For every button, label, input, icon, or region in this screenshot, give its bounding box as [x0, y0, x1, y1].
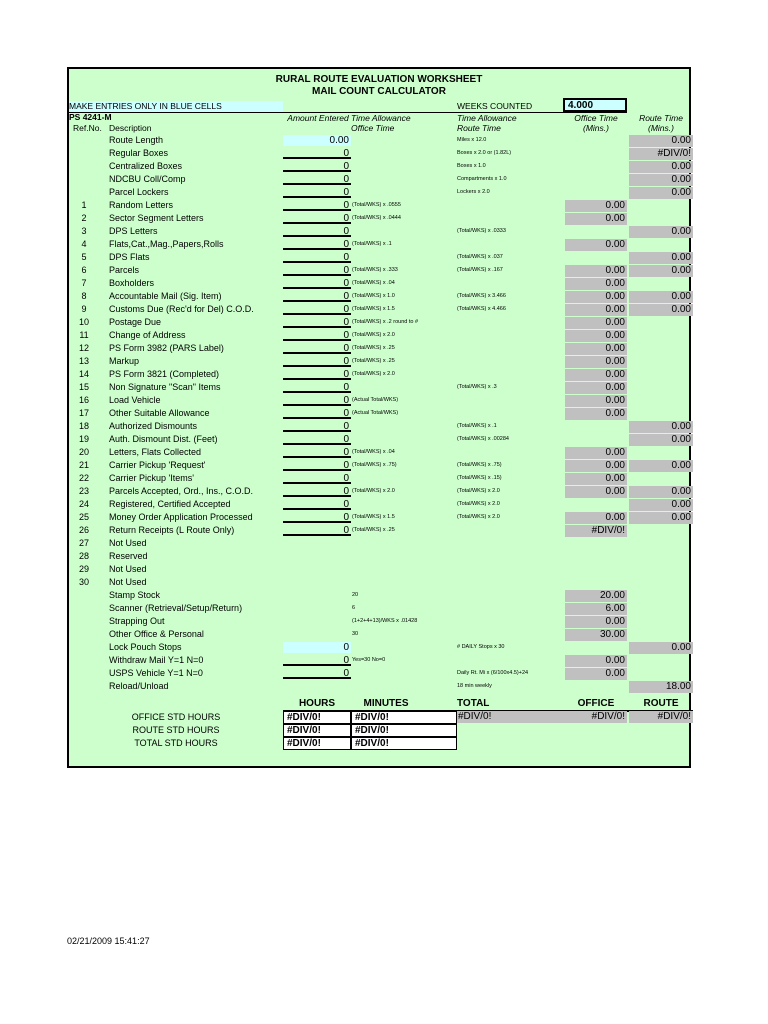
route-time-allowance: (Total/WKS) x .75): [457, 462, 502, 468]
office-time-value: 0.00: [565, 460, 627, 472]
amount-entered-input[interactable]: 0: [283, 499, 351, 510]
worksheet-subtitle: MAIL COUNT CALCULATOR: [312, 86, 446, 97]
route-time-value: 0.00: [629, 486, 693, 498]
route-std-minutes: #DIV/0!: [351, 724, 457, 737]
amount-entered-input[interactable]: 0: [283, 655, 351, 666]
office-time-value: 0.00: [565, 512, 627, 524]
row-description: Parcels: [109, 265, 140, 275]
office-time-allowance: (Actual Total/WKS): [352, 397, 399, 403]
office-time-value: 0.00: [565, 395, 627, 407]
route-time-value: 0.00: [629, 291, 693, 303]
row-ref: 8: [81, 291, 87, 301]
row-description: Reserved: [109, 551, 148, 561]
office-time-value: 0.00: [565, 343, 627, 355]
route-time-allowance: Boxes x 1.0: [457, 163, 486, 169]
office-time-value: 0.00: [565, 356, 627, 368]
row-description: Auth. Dismount Dist. (Feet): [109, 434, 218, 444]
row-description: Sector Segment Letters: [109, 213, 204, 223]
row-description: Accountable Mail (Sig. Item): [109, 291, 222, 301]
office-time-allowance: (Total/WKS) x .25: [352, 527, 395, 533]
route-time-allowance: Miles x 12.0: [457, 137, 487, 143]
row-description: Change of Address: [109, 330, 186, 340]
route-total-value: #DIV/0!: [629, 711, 693, 723]
amount-entered-input[interactable]: 0: [283, 382, 351, 393]
amount-entered-input[interactable]: 0: [283, 291, 351, 302]
row-ref: 9: [81, 304, 87, 314]
route-time-allowance: (Total/WKS) x .167: [457, 267, 503, 273]
office-time-value: 0.00: [565, 278, 627, 290]
row-ref: 19: [78, 434, 89, 444]
office-time-allowance: (Total/WKS) x .333: [352, 267, 398, 273]
office-time-value: #DIV/0!: [565, 525, 627, 537]
col-ta-office-header: Time Allowance Office Time: [351, 113, 411, 133]
row-ref: 29: [78, 564, 89, 574]
route-time-value: 0.00: [629, 174, 693, 186]
office-time-value: 0.00: [565, 369, 627, 381]
row-ref: 10: [78, 317, 89, 327]
amount-entered-input[interactable]: 0: [283, 642, 351, 653]
row-ref: 20: [78, 447, 89, 457]
office-time-allowance: (Total/WKS) x 2.0: [352, 371, 395, 377]
route-time-value: 0.00: [629, 187, 693, 199]
print-timestamp: 02/21/2009 15:41:27: [67, 936, 150, 946]
amount-entered-input[interactable]: 0.00: [283, 135, 351, 146]
amount-entered-input[interactable]: 0: [283, 356, 351, 367]
row-description: Load Vehicle: [109, 395, 161, 405]
row-ref: 17: [78, 408, 89, 418]
route-time-allowance: (Total/WKS) x 3.466: [457, 293, 506, 299]
office-time-value: 0.00: [565, 668, 627, 680]
office-time-allowance: (Total/WKS) x .0444: [352, 215, 401, 221]
row-description: NDCBU Coll/Comp: [109, 174, 186, 184]
office-time-allowance: (1+2+4+13)/WKS x .01428: [352, 618, 418, 624]
row-description: Strapping Out: [109, 616, 165, 626]
row-description: DPS Flats: [109, 252, 150, 262]
row-description: Letters, Flats Collected: [109, 447, 202, 457]
row-description: Not Used: [109, 577, 147, 587]
row-description: Parcel Lockers: [109, 187, 169, 197]
office-std-hours: #DIV/0!: [283, 711, 351, 724]
col-route-time-header: Route Time (Mins.): [639, 113, 683, 133]
amount-entered-input[interactable]: 0: [283, 408, 351, 419]
amount-entered-input[interactable]: 0: [283, 486, 351, 497]
office-time-allowance: (Total/WKS) x 2.0: [352, 488, 395, 494]
office-time-value: 30.00: [565, 629, 627, 641]
office-time-value: 0.00: [565, 239, 627, 251]
route-time-allowance: (Total/WKS) x .15): [457, 475, 502, 481]
route-time-value: 0.00: [629, 499, 693, 511]
row-ref: 12: [78, 343, 89, 353]
office-time-value: 0.00: [565, 304, 627, 316]
route-time-value: 0.00: [629, 304, 693, 316]
route-time-value: 0.00: [629, 265, 693, 277]
amount-entered-input[interactable]: 0: [283, 343, 351, 354]
row-ref: 26: [78, 525, 89, 535]
amount-entered-input[interactable]: 0: [283, 265, 351, 276]
amount-entered-input[interactable]: 0: [283, 460, 351, 471]
row-ref: 18: [78, 421, 89, 431]
row-ref: 11: [79, 330, 89, 340]
route-time-value: 0.00: [629, 161, 693, 173]
office-time-allowance: (Total/WKS) x 1.0: [352, 293, 395, 299]
office-time-allowance: (Total/WKS) x .2 round to #: [352, 319, 419, 325]
amount-entered-input[interactable]: 0: [283, 200, 351, 211]
route-time-value: 0.00: [629, 460, 693, 472]
row-description: Flats,Cat.,Mag.,Papers,Rolls: [109, 239, 224, 249]
row-description: Not Used: [109, 564, 147, 574]
route-time-value: 0.00: [629, 512, 693, 524]
row-ref: 21: [78, 460, 89, 470]
route-time-allowance: Boxes x 2.0 or (1.82L): [457, 150, 512, 156]
route-time-allowance: (Total/WKS) x 4.466: [457, 306, 506, 312]
amount-entered-input[interactable]: 0: [283, 317, 351, 328]
route-time-value: 0.00: [629, 434, 693, 446]
row-description: Parcels Accepted, Ord., Ins., C.O.D.: [109, 486, 254, 496]
amount-entered-input[interactable]: 0: [283, 174, 351, 185]
row-ref: 2: [81, 213, 87, 223]
office-time-allowance: (Total/WKS) x .04: [352, 449, 395, 455]
office-time-allowance: 6: [352, 605, 356, 611]
row-description: Centralized Boxes: [109, 161, 183, 171]
row-ref: 3: [81, 226, 87, 236]
amount-entered-input[interactable]: 0: [283, 473, 351, 484]
col-ref-header: Ref.No.: [73, 123, 102, 133]
office-time-value: 0.00: [565, 616, 627, 628]
route-time-allowance: Lockers x 2.0: [457, 189, 490, 195]
row-ref: 5: [81, 252, 87, 262]
office-time-allowance: (Total/WKS) x 1.5: [352, 514, 395, 520]
amount-entered-input[interactable]: 0: [283, 421, 351, 432]
row-description: Registered, Certified Accepted: [109, 499, 231, 509]
form-number: PS 4241-M: [69, 112, 112, 122]
office-header: OFFICE: [577, 698, 615, 709]
office-time-allowance: 20: [352, 592, 359, 598]
office-time-allowance: (Total/WKS) x .04: [352, 280, 395, 286]
office-time-value: 0.00: [565, 200, 627, 212]
route-time-allowance: Compartments x 1.0: [457, 176, 507, 182]
row-description: Customs Due (Rec'd for Del) C.O.D.: [109, 304, 254, 314]
route-time-allowance: (Total/WKS) x .1: [457, 423, 497, 429]
row-ref: 23: [78, 486, 89, 496]
total-header: TOTAL: [457, 698, 490, 709]
row-ref: 13: [78, 356, 89, 366]
col-amount-header: Amount Entered: [287, 113, 349, 123]
row-description: Carrier Pickup 'Request': [109, 460, 206, 470]
amount-entered-input[interactable]: 0: [283, 213, 351, 224]
office-time-allowance: Yes=30 No=0: [352, 657, 386, 663]
row-ref: 7: [81, 278, 87, 288]
amount-entered-input[interactable]: 0: [283, 525, 351, 536]
route-std-hours: #DIV/0!: [283, 724, 351, 737]
row-ref: 6: [81, 265, 87, 275]
route-time-allowance: (Total/WKS) x .3: [457, 384, 497, 390]
row-ref: 28: [78, 551, 89, 561]
row-description: DPS Letters: [109, 226, 158, 236]
row-description: Scanner (Retrieval/Setup/Return): [109, 603, 243, 613]
amount-entered-input[interactable]: 0: [283, 161, 351, 172]
row-ref: 25: [78, 512, 89, 522]
row-ref: 16: [78, 395, 89, 405]
row-description: Stamp Stock: [109, 590, 161, 600]
office-time-value: 0.00: [565, 265, 627, 277]
amount-entered-input[interactable]: 0: [283, 395, 351, 406]
office-std-minutes: #DIV/0!: [351, 711, 457, 724]
route-time-value: #DIV/0!: [629, 148, 693, 160]
route-std-hours-label: ROUTE STD HOURS: [132, 725, 220, 735]
route-time-allowance: (Total/WKS) x .037: [457, 254, 503, 260]
total-value: #DIV/0!: [457, 711, 565, 723]
row-ref: 1: [81, 200, 87, 210]
office-time-allowance: (Total/WKS) x .0555: [352, 202, 401, 208]
amount-entered-input[interactable]: 0: [283, 434, 351, 445]
row-description: Non Signature "Scan" Items: [109, 382, 221, 392]
row-description: Authorized Dismounts: [109, 421, 198, 431]
worksheet-title: RURAL ROUTE EVALUATION WORKSHEET: [275, 74, 483, 85]
office-std-hours-label: OFFICE STD HOURS: [131, 712, 221, 722]
row-description: Withdraw Mail Y=1 N=0: [109, 655, 204, 665]
office-time-allowance: (Actual Total/WKS): [352, 410, 399, 416]
col-ta-route-header: Time Allowance Route Time: [457, 113, 517, 133]
office-time-allowance: (Total/WKS) x .25: [352, 345, 395, 351]
amount-entered-input[interactable]: 0: [283, 226, 351, 237]
row-description: Markup: [109, 356, 140, 366]
office-time-value: 0.00: [565, 317, 627, 329]
row-ref: 15: [78, 382, 89, 392]
route-time-allowance: (Total/WKS) x .0333: [457, 228, 506, 234]
total-std-hours: #DIV/0!: [283, 737, 351, 750]
route-time-allowance: (Total/WKS) x 2.0: [457, 514, 500, 520]
route-time-allowance: Daily Rt. Mi x (6/100x4.5)+24: [457, 670, 529, 676]
route-time-value: 0.00: [629, 135, 693, 147]
amount-entered-input[interactable]: 0: [283, 252, 351, 263]
amount-entered-input[interactable]: 0: [283, 278, 351, 289]
row-ref: 30: [78, 577, 89, 587]
make-entries-note: MAKE ENTRIES ONLY IN BLUE CELLS: [69, 101, 283, 112]
office-time-value: 20.00: [565, 590, 627, 602]
amount-entered-input[interactable]: 0: [283, 668, 351, 679]
office-time-value: 6.00: [565, 603, 627, 615]
route-time-allowance: # DAILY Stops x 30: [457, 644, 505, 650]
route-time-value: 0.00: [629, 226, 693, 238]
row-description: Route Length: [109, 135, 164, 145]
office-time-value: 0.00: [565, 486, 627, 498]
office-time-value: 0.00: [565, 382, 627, 394]
row-description: PS Form 3982 (PARS Label): [109, 343, 224, 353]
route-time-value: 0.00: [629, 642, 693, 654]
amount-entered-input[interactable]: 0: [283, 330, 351, 341]
row-description: Random Letters: [109, 200, 174, 210]
office-time-allowance: (Total/WKS) x 1.5: [352, 306, 395, 312]
office-time-value: 0.00: [565, 291, 627, 303]
amount-entered-input[interactable]: 0: [283, 512, 351, 523]
office-time-value: 0.00: [565, 447, 627, 459]
amount-entered-input[interactable]: 0: [283, 148, 351, 159]
weeks-counted-input[interactable]: 4.000: [563, 98, 627, 112]
row-description: Return Receipts (L Route Only): [109, 525, 235, 535]
office-time-value: 0.00: [565, 213, 627, 225]
office-time-value: 0.00: [565, 330, 627, 342]
office-time-allowance: 30: [352, 631, 359, 637]
total-std-hours-label: TOTAL STD HOURS: [134, 738, 218, 748]
hours-header: HOURS: [298, 698, 336, 709]
route-time-value: 0.00: [629, 421, 693, 433]
row-description: PS Form 3821 (Completed): [109, 369, 220, 379]
amount-entered-input[interactable]: 0: [283, 304, 351, 315]
route-time-allowance: 18 min weekly: [457, 683, 492, 689]
office-time-value: 0.00: [565, 655, 627, 667]
route-time-allowance: (Total/WKS) x .00284: [457, 436, 509, 442]
row-description: Other Suitable Allowance: [109, 408, 210, 418]
row-description: Other Office & Personal: [109, 629, 204, 639]
amount-entered-input[interactable]: 0: [283, 187, 351, 198]
total-std-minutes: #DIV/0!: [351, 737, 457, 750]
office-time-allowance: (Total/WKS) x .75): [352, 462, 397, 468]
row-description: Postage Due: [109, 317, 162, 327]
office-total-value: #DIV/0!: [565, 711, 627, 723]
row-ref: 14: [78, 369, 89, 379]
office-time-value: 0.00: [565, 473, 627, 485]
route-header: ROUTE: [643, 698, 679, 709]
route-time-allowance: (Total/WKS) x 2.0: [457, 488, 500, 494]
route-time-value: 0.00: [629, 252, 693, 264]
amount-entered-input[interactable]: 0: [283, 447, 351, 458]
weeks-counted-label: WEEKS COUNTED: [457, 101, 533, 111]
row-ref: 27: [78, 538, 89, 548]
office-time-allowance: (Total/WKS) x 2.0: [352, 332, 395, 338]
worksheet: [67, 67, 691, 768]
office-time-allowance: (Total/WKS) x .1: [352, 241, 392, 247]
minutes-header: MINUTES: [363, 698, 409, 709]
row-ref: 24: [78, 499, 89, 509]
row-description: Regular Boxes: [109, 148, 169, 158]
row-description: Not Used: [109, 538, 147, 548]
route-time-allowance: (Total/WKS) x 2.0: [457, 501, 500, 507]
row-description: Boxholders: [109, 278, 155, 288]
amount-entered-input[interactable]: 0: [283, 239, 351, 250]
col-desc-header: Description: [109, 123, 152, 133]
route-time-value: 18.00: [629, 681, 693, 693]
office-time-value: 0.00: [565, 408, 627, 420]
col-office-time-header: Office Time (Mins.): [574, 113, 618, 133]
amount-entered-input[interactable]: 0: [283, 369, 351, 380]
row-description: Money Order Application Processed: [109, 512, 253, 522]
row-ref: 4: [81, 239, 87, 249]
row-description: Carrier Pickup 'Items': [109, 473, 194, 483]
office-time-allowance: (Total/WKS) x .25: [352, 358, 395, 364]
row-ref: 22: [78, 473, 89, 483]
row-description: Lock Pouch Stops: [109, 642, 182, 652]
row-description: USPS Vehicle Y=1 N=0: [109, 668, 203, 678]
row-description: Reload/Unload: [109, 681, 169, 691]
